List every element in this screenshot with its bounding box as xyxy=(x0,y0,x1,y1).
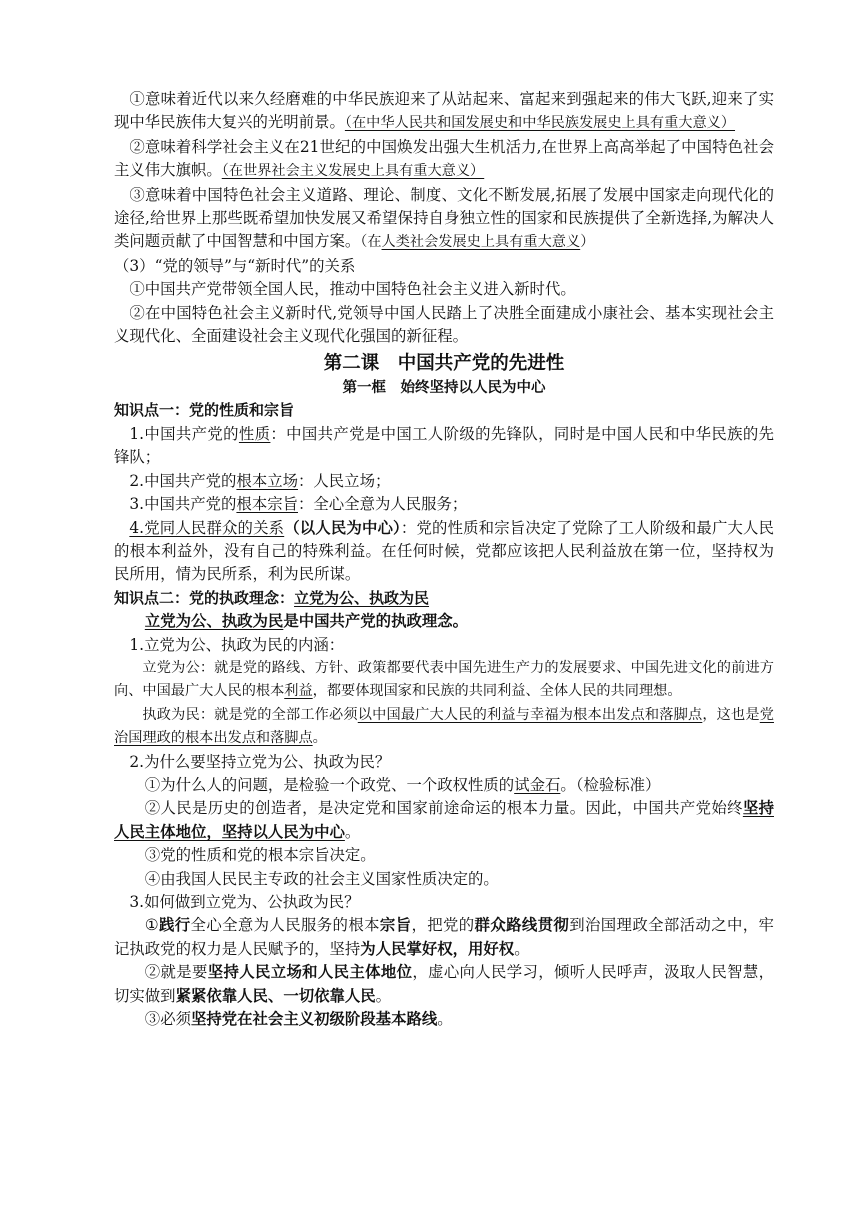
meaning-govern-for-people: 执政为民：就是党的全部工作必须以中国最广大人民的利益与幸福为根本出发点和落脚点，这也是党治国理政的根本出发点和落脚点。 xyxy=(114,706,774,747)
meaning-party-for-public: 立党为公：就是党的路线、方针、政策都要代表中国先进生产力的发展要求、中国先进文化的前进方向、中国最广大人民的根本利益，都要体现国家和民族的共同利益、全体人民的共同理想。 xyxy=(114,659,774,700)
party-stance-item: 2.中国共产党的根本立场：人民立场； xyxy=(129,471,391,490)
significance-note-1: （在中华人民共和国发展史和中华民族发展史上具有重大意义） xyxy=(344,115,736,132)
reason-item-2: ②人民是历史的创造者，是决定党和国家前途命运的根本力量。因此，中国共产党始终坚持人民主体地位，坚持以人民为中心。 xyxy=(114,799,774,841)
section-3-heading: （3）“党的领导”与“新时代”的关系 xyxy=(114,256,356,275)
lesson-title: 第二课 中国共产党的先进性 xyxy=(323,353,565,375)
reason-item-4: ④由我国人民民主专政的社会主义国家性质决定的。 xyxy=(144,869,499,888)
document-page xyxy=(114,88,774,1031)
method-item-3: ③必须坚持党在社会主义初级阶段基本路线。 xyxy=(144,1010,453,1029)
party-people-relation-item: 4.党同人民群众的关系（以人民为中心）：党的性质和宗旨决定了党除了工人阶级和最广大人民的根本利益外，没有自己的特殊利益。在任何时候，党都应该把人民利益放在第一位，坚持权为民所用，情为民所系，利为民所谋。 xyxy=(114,518,774,584)
method-item-1: ①践行全心全意为人民服务的根本宗旨，把党的群众路线贯彻到治国理政全部活动之中，牢记执政党的权力是人民赋予的，坚持为人民掌好权，用好权。 xyxy=(114,916,774,958)
significance-item-1: ①意味着近代以来久经磨难的中华民族迎来了从站起来、富起来到强起来的伟大飞跃,迎来了实现中华民族伟大复兴的光明前景。（在中华人民共和国发展史和中华民族发展史上具有重大意义） xyxy=(114,90,774,132)
relation-item-1: ①中国共产党带领全国人民，推动中国特色社会主义进入新时代。 xyxy=(129,280,576,299)
reason-item-1: ①为什么人的问题，是检验一个政党、一个政权性质的试金石。（检验标准） xyxy=(144,775,661,794)
reason-item-3: ③党的性质和党的根本宗旨决定。 xyxy=(144,846,376,865)
significance-note-2: （在世界社会主义发展史上具有重大意义） xyxy=(221,163,485,180)
question-3: 3.如何做到立党为、公执政为民？ xyxy=(129,893,360,911)
governing-philosophy-statement: 立党为公、执政为民是中国共产党的执政理念。 xyxy=(144,612,469,631)
significance-item-3: ③意味着中国特色社会主义道路、理论、制度、文化不断发展,拓展了发展中国家走向现代化的途径,给世界上那些既希望加快发展又希望保持自身独立性的国家和民族提供了全新选择,为解决人类问题贡献了中国智慧和中国方案。（在人类社会发展史上具有重大意义） xyxy=(114,185,774,251)
question-1: 1.立党为公、执政为民的内涵： xyxy=(129,635,345,654)
significance-item-2: ②意味着科学社会主义在21世纪的中国焕发出强大生机活力,在世界上高高举起了中国特色社会主义伟大旗帜。（在世界社会主义发展史上具有重大意义） xyxy=(114,137,774,180)
question-2: 2.为什么要坚持立党为公、执政为民？ xyxy=(129,752,391,771)
frame-title: 第一框 始终坚持以人民为中心 xyxy=(342,380,546,397)
party-nature-item: 1.中国共产党的性质：中国共产党是中国工人阶级的先锋队，同时是中国人民和中华民族的先锋队； xyxy=(114,424,774,467)
knowledge-point-2-title: 知识点二：党的执政理念：立党为公、执政为民 xyxy=(114,588,430,607)
significance-note-3: 人类社会发展史上具有重大意义 xyxy=(381,234,581,251)
knowledge-point-1-title: 知识点一：党的性质和宗旨 xyxy=(114,401,295,420)
party-purpose-item: 3.中国共产党的根本宗旨：全心全意为人民服务； xyxy=(129,495,468,514)
method-item-2: ②就是要坚持人民立场和人民主体地位，虚心向人民学习，倾听人民呼声，汲取人民智慧，切实做到紧紧依靠人民、一切依靠人民。 xyxy=(114,963,774,1005)
relation-item-2: ②在中国特色社会主义新时代,党领导中国人民踏上了决胜全面建成小康社会、基本实现社会主义现代化、全面建设社会主义现代化强国的新征程。 xyxy=(114,303,774,346)
